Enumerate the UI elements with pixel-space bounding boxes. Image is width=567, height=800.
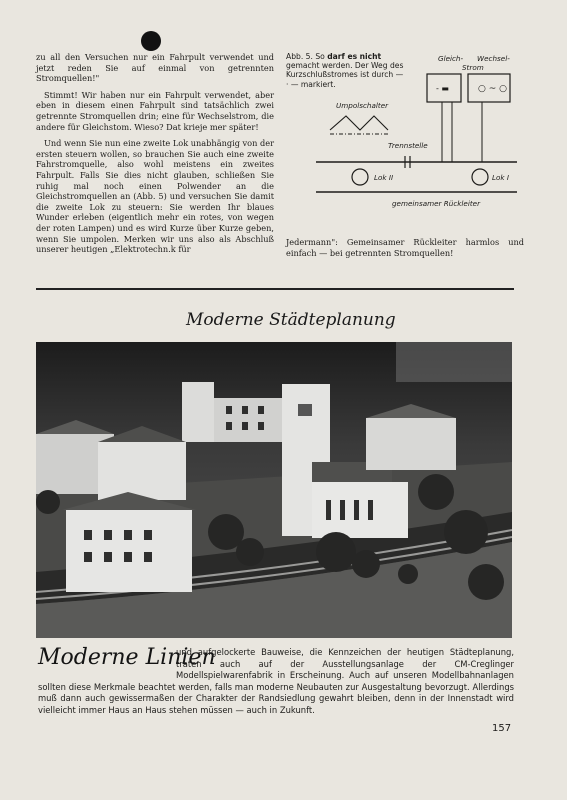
loco-2-symbol [352,169,368,185]
caption-bold-1: darf es [327,52,358,61]
feed-wires [442,102,482,162]
section-divider [36,288,514,290]
label-strom: Strom [462,63,484,72]
dc-symbol: - ▬ [436,84,449,93]
label-trennstelle: Trennstelle [388,141,428,150]
right-text-block: Jedermann": Gemeinsamer Rückleiter harmlos und einfach — bei getrennten Stromquellen! [286,237,524,258]
caption-bold-2: nicht [359,52,382,61]
label-lok2: Lok II [374,173,394,182]
pole-switch-lines [330,116,388,130]
loco-1-symbol [472,169,488,185]
left-text-column [36,52,274,261]
paragraph-3: Und wenn Sie nun eine zweite Lok unabhängig von der ersten steuern wollen, so brauchen Sie auch eine zweite Fahrstromquelle, also wohl meistens ein zweites Fahrpult. Falls Sie dies nicht glauben, schließen Sie ruhig mal noch einen Polwender an die Gleichstromquellen an (Abb. 5) und versuchen Sie damit die zweite Lok zu steuern: Sie werden Ihr blaues Wunder erleben (eigentlich mehr ein rotes, von wegen der roten Lampen) und es wird Kurze über Kurze geben, wenn Sie umpolen. Merken wir uns also als Abschluß unserer heutigen „Elektrotechn.k für [36,138,274,255]
model-railway-photo [36,342,512,638]
page-number: 157 [492,723,512,734]
label-umpolschalter: Umpolschalter [336,101,389,110]
bottom-heading: Moderne Linien [38,645,216,670]
label-lok1: Lok I [492,173,509,182]
punch-hole [141,31,161,51]
section-heading: Moderne Städteplanung [186,310,396,330]
label-rueckleiter: gemeinsamer Rückleiter [392,199,481,208]
caption-prefix: Abb. 5. So [286,52,325,61]
heading-spacer [38,647,176,671]
bottom-text-block [38,647,514,717]
paragraph-1: zu all den Versuchen nur ein Fahrpult verwendet und jetzt reden Sie auf einmal von getrennten Stromquellen!" [36,52,274,84]
ac-symbol: ○ ~ ○ [478,84,507,94]
photo-illustration [36,342,512,638]
wiring-diagram [312,52,522,212]
caption-rest: gemacht werden. Der Weg des Kurzschlußstromes ist durch — · — markiert. [286,61,404,89]
paragraph-2: Stimmt! Wir haben nur ein Fahrpult verwendet, aber eben in diesem einen Fahrpult sind tatsächlich zwei getrennte Stromquellen drin; eine für Wechselstrom, die andere für Gleichstom. Wieso? Dat krieje mer später! [36,89,274,132]
label-wechsel: Wechsel- [477,54,510,63]
label-gleich: Gleich- [438,54,464,63]
bottom-paragraph: und aufgelockerte Bauweise, die Kennzeichen der heutigen Städteplanung, traten auch auf der Ausstellungsanlage der CM-Creglinger Modellspielwarenfabrik in Erscheinung. Auch auf unseren Modellbahnanlagen sollten diese Merkmale beachtet werden, falls man moderne Neubauten zur Ausgestaltung bevorzugt. Allerdings muß dann auch gewissermaßen der Charakter der Randsiedlung gewahrt bleiben, denn in der Innenstadt wird vielleicht immer Haus an Haus stehen müssen — auch in Zukunft. [38,647,514,715]
